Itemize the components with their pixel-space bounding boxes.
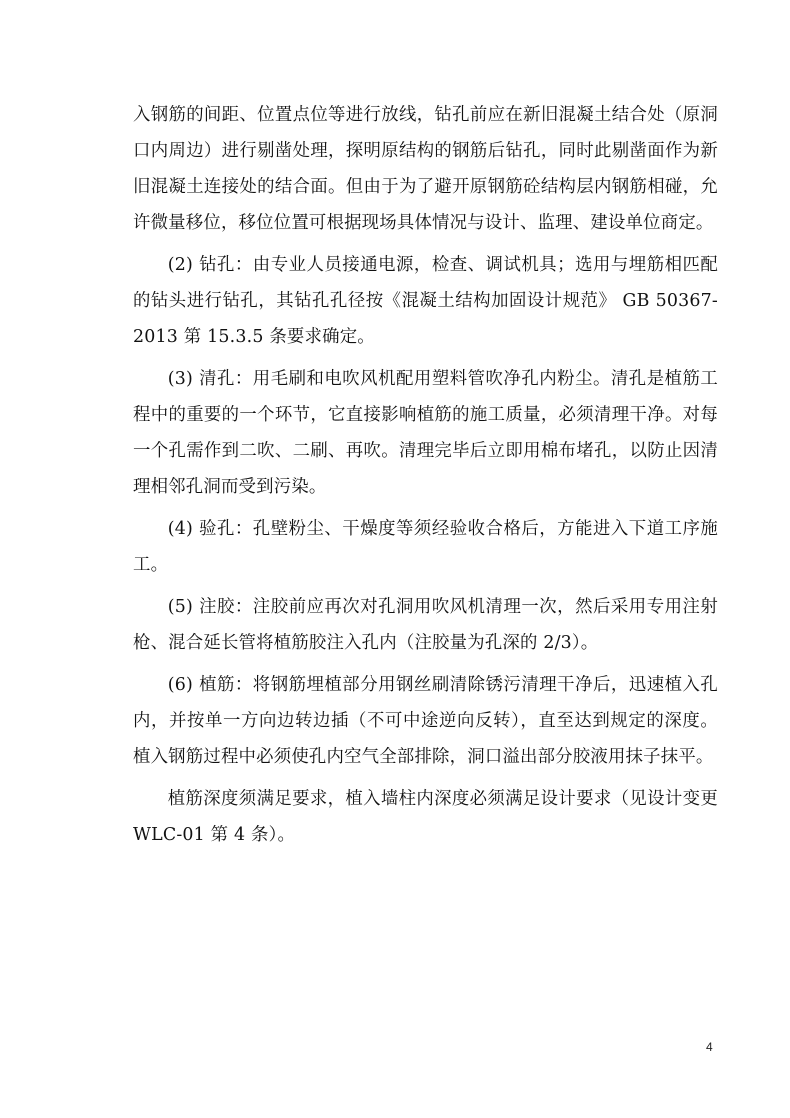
page-number: 4 (706, 1040, 713, 1054)
paragraph-rebar-planting: (6) 植筋：将钢筋埋植部分用钢丝刷清除锈污清理干净后，迅速植入孔内，并按单一方向边转边插（不可中途逆向反转），直至达到规定的深度。植入钢筋过程中必须使孔内空气全部排除，洞口溢出部分胶液用抹子抹平。 (133, 675, 718, 767)
paragraph-drilling: (2) 钻孔：由专业人员接通电源，检查、调试机具；选用与埋筋相匹配的钻头进行钻孔，其钻孔孔径按《混凝土结构加固设计规范》 GB 50367-2013 第 15.3.5 条要求确定。 (133, 255, 718, 347)
paragraph-hole-inspection: (4) 验孔：孔壁粉尘、干燥度等须经验收合格后，方能进入下道工序施工。 (133, 519, 718, 575)
paragraph-glue-injection: (5) 注胶：注胶前应再次对孔洞用吹风机清理一次，然后采用专用注射枪、混合延长管将植筋胶注入孔内（注胶量为孔深的 2/3）。 (133, 597, 718, 653)
paragraph-hole-cleaning: (3) 清孔：用毛刷和电吹风机配用塑料管吹净孔内粉尘。清孔是植筋工程中的重要的一个环节，它直接影响植筋的施工质量，必须清理干净。对每一个孔需作到二吹、二刷、再吹。清理完毕后立即用棉布堵孔，以防止因清理相邻孔洞而受到污染。 (133, 369, 718, 497)
paragraph-continuation: 入钢筋的间距、位置点位等进行放线，钻孔前应在新旧混凝土结合处（原洞口内周边）进行剔凿处理，探明原结构的钢筋后钻孔，同时此剔凿面作为新旧混凝土连接处的结合面。但由于为了避开原钢筋砼结构层内钢筋相碰，允许微量移位，移位位置可根据现场具体情况与设计、监理、建设单位商定。 (133, 105, 718, 233)
paragraph-planting-depth: 植筋深度须满足要求，植入墙柱内深度必须满足设计要求（见设计变更 WLC-01 第 4 条）。 (133, 789, 718, 845)
document-body (133, 97, 718, 853)
